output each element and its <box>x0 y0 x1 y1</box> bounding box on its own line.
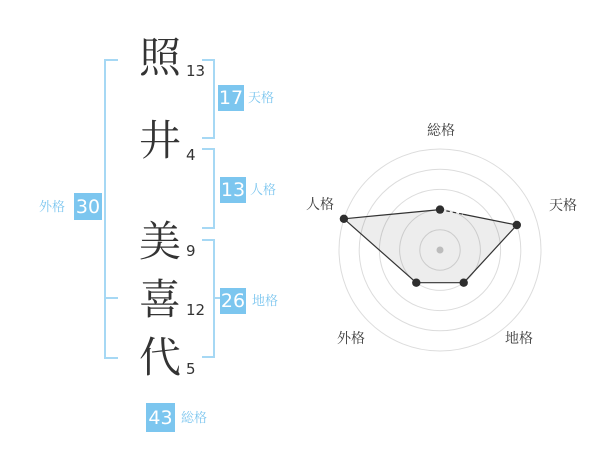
name-char-4: 喜 <box>138 275 181 324</box>
name-char-1: 照 <box>138 33 181 82</box>
stroke-count-4: 12 <box>186 301 206 319</box>
radar-vertex-dot <box>460 279 468 287</box>
name-char-2: 井 <box>138 116 181 165</box>
radar-axis-label: 外格 <box>337 331 365 347</box>
jinkaku-label: 人格 <box>250 183 277 198</box>
radar-vertex-dot <box>412 279 420 287</box>
radar-axis-label: 人格 <box>306 197 334 213</box>
radar-vertex-dot <box>436 205 444 213</box>
chikaku-badge: 26 <box>220 290 246 312</box>
radar-vertex-dot <box>340 215 348 223</box>
name-char-5: 代 <box>138 333 181 382</box>
soukaku-badge: 43 <box>146 403 175 432</box>
tenkaku-badge: 17 <box>218 87 244 109</box>
chikaku-label: 地格 <box>252 294 279 309</box>
name-char-3: 美 <box>138 217 181 266</box>
jinkaku-badge: 13 <box>220 179 246 201</box>
radar-polygon-fill <box>344 210 517 283</box>
soukaku-label: 総格 <box>181 411 208 426</box>
stroke-count-5: 5 <box>186 360 196 378</box>
radar-axis-label: 地格 <box>505 331 533 347</box>
radar-vertex-dot <box>513 221 521 229</box>
stroke-count-3: 9 <box>186 242 196 260</box>
gaikaku-badge: 30 <box>74 193 102 220</box>
radar-axis-label: 天格 <box>549 198 577 214</box>
tenkaku-label: 天格 <box>248 91 275 106</box>
stroke-count-2: 4 <box>186 146 196 164</box>
radar-axis-label: 総格 <box>427 123 455 139</box>
gaikaku-label: 外格 <box>39 200 66 215</box>
radar-center-dot <box>437 247 444 254</box>
stroke-count-1: 13 <box>186 62 206 80</box>
